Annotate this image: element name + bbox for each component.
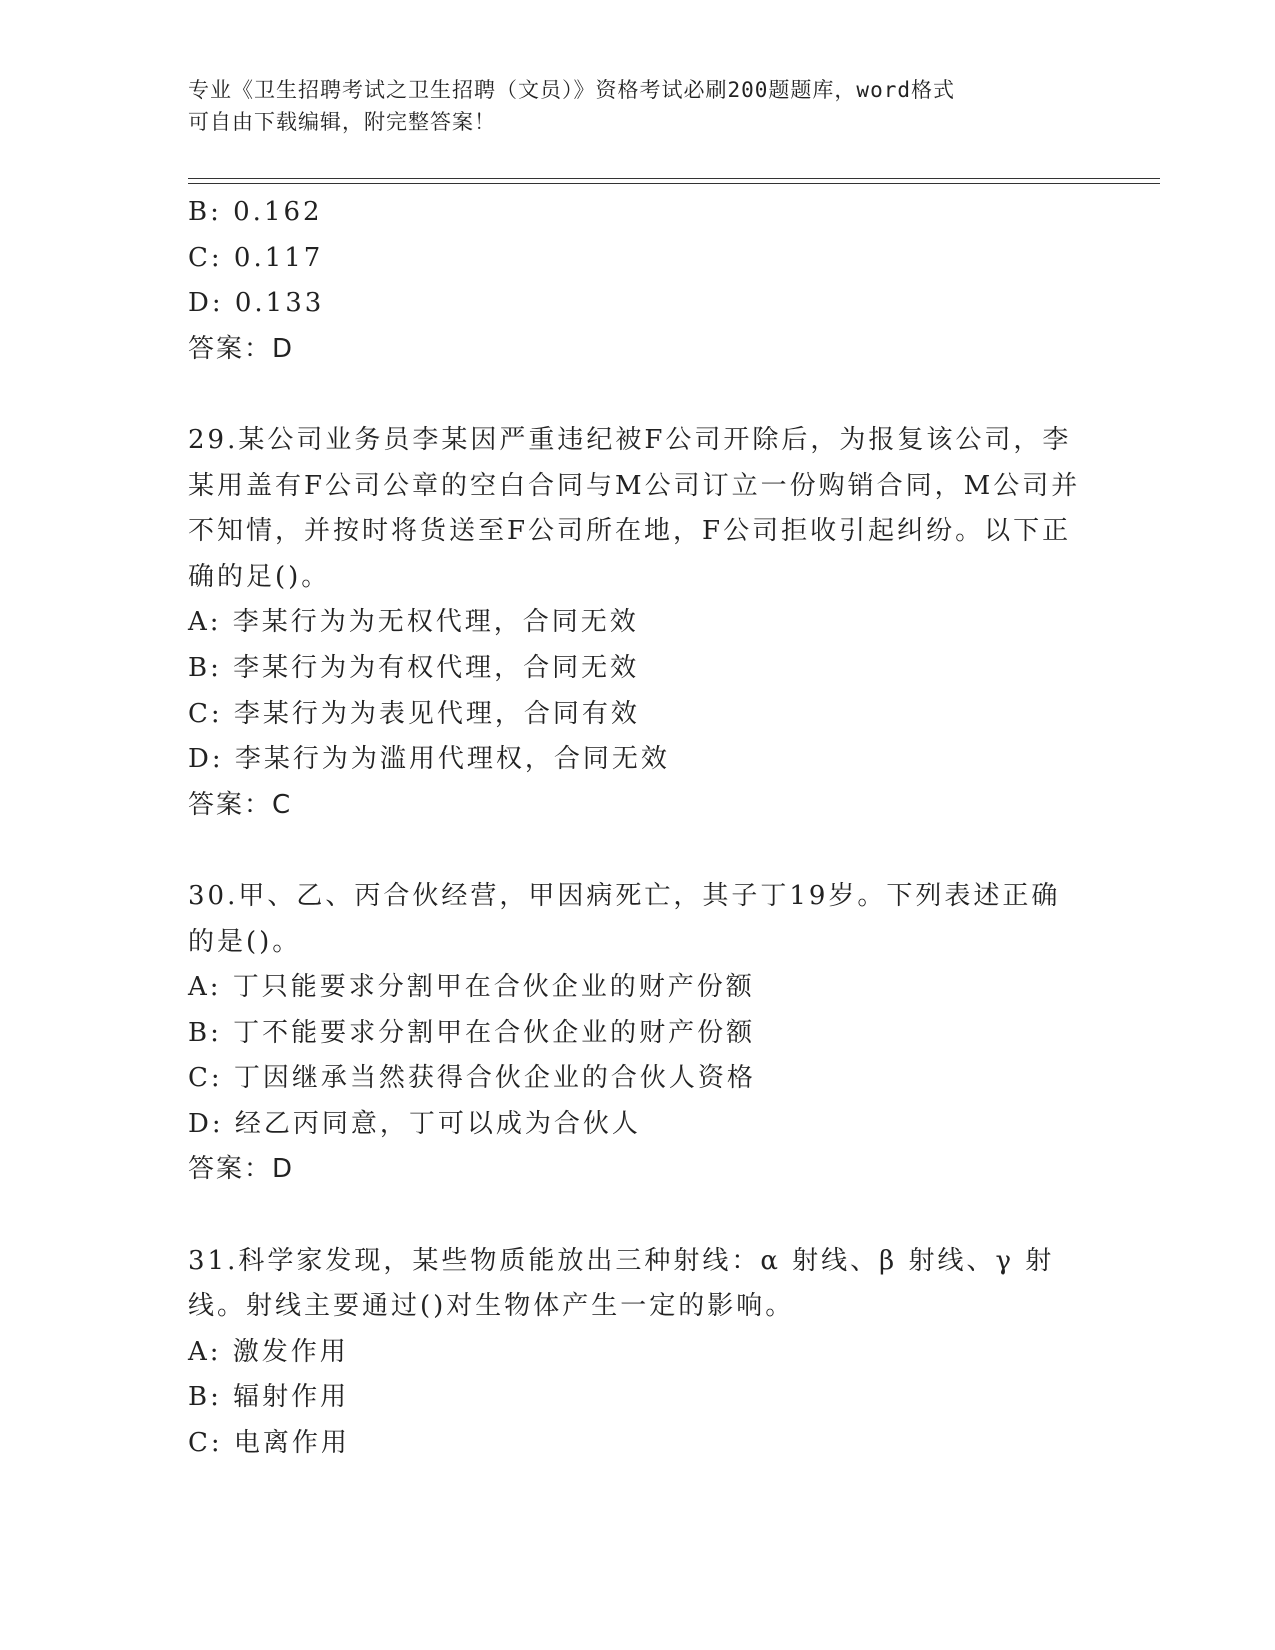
question-list — [188, 190, 1088, 1467]
question-stem-line: 30.甲、乙、丙合伙经营，甲因病死亡，其子丁19岁。下列表述正确 — [188, 880, 1061, 911]
question-stem-line: 某用盖有F公司公章的空白合同与M公司订立一份购销合同，M公司并 — [188, 470, 1081, 501]
question-stem-line: 不知情，并按时将货送至F公司所在地，F公司拒收引起纠纷。以下正 — [188, 516, 1072, 547]
answer-line: 答案：C — [188, 789, 293, 820]
question-spacer — [188, 1193, 1088, 1239]
question-stem-line: 31.科学家发现，某些物质能放出三种射线：α 射线、β 射线、γ 射 — [188, 1245, 1055, 1276]
question-28-tail — [188, 190, 1088, 372]
option-d: D: 经乙丙同意，丁可以成为合伙人 — [188, 1108, 641, 1139]
page-header — [188, 74, 1088, 138]
header-divider-bottom — [188, 183, 1160, 184]
option-b: B: 辐射作用 — [188, 1382, 350, 1413]
option-d: D: 0.133 — [188, 288, 325, 319]
question-stem-line: 确的足()。 — [188, 561, 331, 592]
question-stem-line: 29.某公司业务员李某因严重违纪被F公司开除后，为报复该公司，李 — [188, 424, 1072, 455]
question-spacer — [188, 828, 1088, 874]
answer-line: 答案：D — [188, 1154, 295, 1185]
question-30 — [188, 874, 1088, 1193]
option-a: A: 激发作用 — [188, 1336, 349, 1367]
question-31 — [188, 1239, 1088, 1467]
option-b: B: 0.162 — [188, 197, 323, 227]
option-b: B: 李某行为为有权代理，合同无效 — [188, 652, 640, 683]
option-c: C: 电离作用 — [188, 1428, 350, 1459]
question-spacer — [188, 372, 1088, 418]
option-a: A: 丁只能要求分割甲在合伙企业的财产份额 — [188, 972, 755, 1003]
option-c: C: 0.117 — [188, 242, 324, 273]
header-title-line-1: 专业《卫生招聘考试之卫生招聘（文员）》资格考试必刷200题题库，word格式 — [188, 78, 955, 102]
question-stem-line: 线。射线主要通过()对生物体产生一定的影响。 — [188, 1291, 795, 1322]
option-c: C: 丁因继承当然获得合伙企业的合伙人资格 — [188, 1063, 756, 1094]
option-b: B: 丁不能要求分割甲在合伙企业的财产份额 — [188, 1017, 756, 1048]
question-stem-line: 的是()。 — [188, 926, 302, 957]
question-29 — [188, 418, 1088, 828]
option-c: C: 李某行为为表见代理，合同有效 — [188, 698, 640, 729]
answer-line: 答案：D — [188, 333, 295, 364]
header-divider-top — [188, 178, 1160, 179]
option-a: A: 李某行为为无权代理，合同无效 — [188, 607, 639, 638]
header-title-line-2: 可自由下载编辑，附完整答案！ — [188, 110, 496, 134]
option-d: D: 李某行为为滥用代理权，合同无效 — [188, 744, 670, 775]
